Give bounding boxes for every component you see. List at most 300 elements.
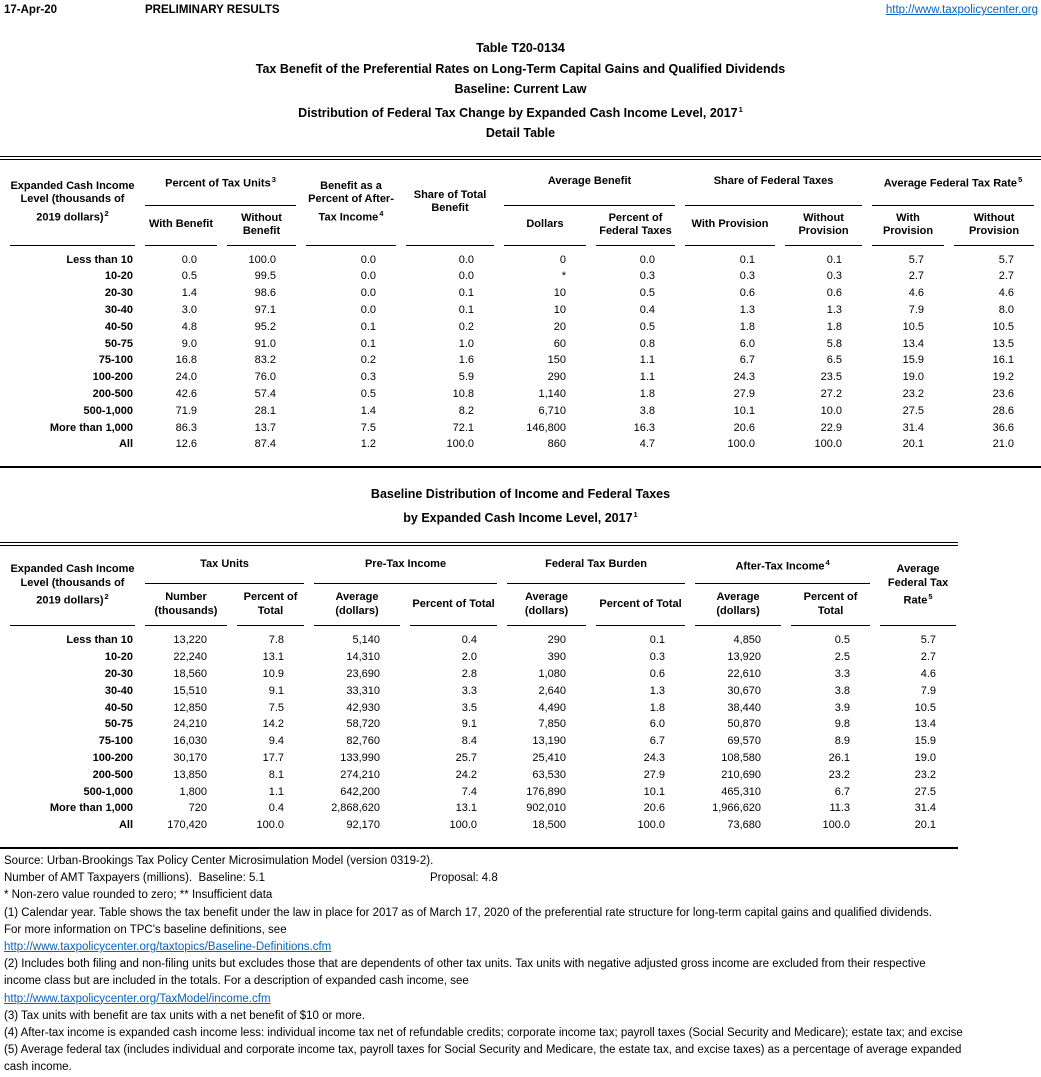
cell: 0.3 <box>826 270 842 283</box>
row-label: All <box>118 819 133 832</box>
footnote-3: (3) Tax units with benefit are tax units with a net benefit of $10 or more. <box>4 1009 365 1022</box>
cell: 4.6 <box>920 667 937 680</box>
col-percent-of-federal-taxes: Percent of Federal Taxes <box>596 206 675 246</box>
cell: 1.0 <box>458 337 474 350</box>
row-label: 200-500 <box>92 388 133 401</box>
table-row <box>10 649 956 666</box>
cell: 0.0 <box>458 253 474 266</box>
cell: 28.1 <box>254 404 276 417</box>
cell: 23.6 <box>992 388 1014 401</box>
cell: 3.3 <box>461 684 478 697</box>
col-percent-of-total-pretax: Percent of Total <box>410 584 497 626</box>
footnote-1: (1) Calendar year. Table shows the tax benefit under the law in place for 2017 as of March 17, 2020 of the preferential rate structure for long-term capital gains and qualified dividends. <box>4 906 932 919</box>
baseline-table-title-block <box>0 484 1041 528</box>
amt-baseline-value: Number of AMT Taxpayers (millions). Baseline: 5.1 <box>4 872 265 885</box>
cell: 73,680 <box>727 819 762 832</box>
cell: 33,310 <box>346 684 381 697</box>
table-row <box>10 700 956 717</box>
cell: 4.6 <box>908 287 924 300</box>
cell: 1.4 <box>360 404 376 417</box>
cell: 25.7 <box>455 751 478 764</box>
cell: 0.0 <box>360 270 376 283</box>
cell: 290 <box>547 634 567 647</box>
cell: 642,200 <box>340 785 381 798</box>
cell: 0.5 <box>639 287 655 300</box>
cell: 860 <box>547 438 566 451</box>
col-average-burden: Average (dollars) <box>507 584 586 626</box>
footnote-ref-5: 5 <box>1018 175 1023 185</box>
cell: 0.0 <box>639 253 655 266</box>
row-label: 75-100 <box>98 354 133 367</box>
cell: 3.9 <box>834 701 851 714</box>
cell: 13.5 <box>992 337 1014 350</box>
cell: 26.1 <box>828 751 851 764</box>
cell: 24.2 <box>455 768 478 781</box>
cell: 7.4 <box>461 785 478 798</box>
tax-change-table <box>0 160 1041 454</box>
cell: 2.5 <box>834 651 851 664</box>
footnote-5b: cash income. <box>4 1061 72 1074</box>
cell: 10.5 <box>902 320 924 333</box>
cell: 8.2 <box>458 404 474 417</box>
footnote-ref-1: 1 <box>738 104 743 114</box>
footnote-ref-2: 2 <box>104 592 109 602</box>
footnote-ref-4: 4 <box>825 557 830 567</box>
cell: 20.1 <box>914 819 937 832</box>
cell: 210,690 <box>721 768 762 781</box>
cell: 69,570 <box>727 735 762 748</box>
cell: 0.6 <box>826 287 842 300</box>
row-label: 30-40 <box>104 304 133 317</box>
table-row <box>10 319 1034 336</box>
cell: 6.5 <box>826 354 842 367</box>
cell: 0.1 <box>458 287 474 300</box>
cell: 92,170 <box>346 819 381 832</box>
cell: 150 <box>547 354 566 367</box>
group-percent-of-tax-units: Percent of Tax Units$^3$ <box>145 160 296 206</box>
cell: 274,210 <box>340 768 381 781</box>
group-tax-units: Tax Units <box>145 546 304 584</box>
row-label: Less than 10 <box>66 253 133 266</box>
cell: 0.1 <box>360 320 376 333</box>
table-number: Table T20-0134 <box>476 41 565 55</box>
table-row <box>10 784 956 801</box>
col-percent-of-total-burden: Percent of Total <box>596 584 685 626</box>
cell: 100.0 <box>727 438 755 451</box>
group-average-benefit: Average Benefit <box>504 160 675 206</box>
income-definition-link[interactable]: http://www.taxpolicycenter.org/TaxModel/income.cfm <box>4 992 271 1005</box>
cell: 18,500 <box>532 819 567 832</box>
cell: 6.0 <box>649 718 666 731</box>
cell: 30,670 <box>727 684 762 697</box>
cell: 10.1 <box>733 404 755 417</box>
cell: 1.8 <box>739 320 755 333</box>
cell: 1,800 <box>179 785 207 798</box>
cell: 4.8 <box>181 320 197 333</box>
cell: 1,080 <box>538 667 567 680</box>
footnote-5: (5) Average federal tax (includes individual and corporate income tax, payroll taxes for Social Security and Medicare, the estate tax, and excise taxes) as a percentage of average expanded <box>4 1044 962 1057</box>
cell: 2,868,620 <box>331 802 381 815</box>
footnote-ref-4: 4 <box>379 208 384 218</box>
cell: 10.5 <box>914 701 937 714</box>
cell: 86.3 <box>175 421 197 434</box>
cell: 0.5 <box>834 634 851 647</box>
cell: 87.4 <box>254 438 276 451</box>
cell: 20.6 <box>643 802 666 815</box>
cell: 6.0 <box>739 337 755 350</box>
cell: 38,440 <box>727 701 762 714</box>
cell: 28.6 <box>992 404 1014 417</box>
cell: 13,220 <box>173 634 207 647</box>
table-row <box>10 268 1034 285</box>
table-row <box>10 352 1034 369</box>
cell: 6.7 <box>834 785 851 798</box>
col-with-benefit: With Benefit <box>145 206 217 246</box>
cell: 20.1 <box>902 438 924 451</box>
cell: 5.8 <box>826 337 842 350</box>
cell: 83.2 <box>254 354 276 367</box>
row-label: 20-30 <box>104 287 133 300</box>
cell: 6.7 <box>739 354 755 367</box>
baseline-table-subtitle: by Expanded Cash Income Level, 2017$^1$ <box>403 509 638 525</box>
cell: 0.1 <box>826 253 842 266</box>
footnote-2: (2) Includes both filing and non-filing units but excludes those that are dependents of other tax units. Tax units with negative adjusted gross income are excluded from their respective <box>4 958 926 971</box>
symbols-note: * Non-zero value rounded to zero; ** Insufficient data <box>4 889 273 902</box>
cell: 4,490 <box>538 701 567 714</box>
cell: 24,210 <box>173 718 207 731</box>
cell: 10.0 <box>820 404 842 417</box>
cell: 0.1 <box>458 304 474 317</box>
cell: 22,610 <box>727 667 762 680</box>
group-after-tax-income: After-Tax Income$^4$ <box>695 546 870 584</box>
cell: 3.0 <box>181 304 197 317</box>
footnote-ref-2: 2 <box>104 208 109 218</box>
table-row <box>10 436 1034 453</box>
table-row <box>10 800 956 817</box>
cell: 13.4 <box>914 718 937 731</box>
cell: 7.8 <box>268 634 285 647</box>
cell: 7.9 <box>908 304 924 317</box>
cell: 42.6 <box>175 388 197 401</box>
cell: 0.6 <box>739 287 755 300</box>
cell: 9.1 <box>461 718 478 731</box>
cell: 100.0 <box>446 438 474 451</box>
cell: 16.3 <box>633 421 655 434</box>
cell: 10 <box>553 287 566 300</box>
row-label: 10-20 <box>104 651 133 664</box>
cell: 100.0 <box>248 253 276 266</box>
table-row <box>10 403 1034 420</box>
cell: 19.0 <box>914 751 937 764</box>
cell: 4.6 <box>998 287 1014 300</box>
stub-header: Expanded Cash Income Level (thousands of 2019 dollars)$^2$ <box>10 546 135 626</box>
footnote-4: (4) After-tax income is expanded cash income less: individual income tax net of refundable credits; corporate income tax; payroll taxes (Social Security and Medicare); estate tax; and excise <box>4 1026 963 1039</box>
cell: 12,850 <box>173 701 207 714</box>
cell: 36.6 <box>992 421 1014 434</box>
cell: 24.3 <box>733 371 755 384</box>
cell: 58,720 <box>346 718 381 731</box>
cell: 100.0 <box>822 819 851 832</box>
cell: 2,640 <box>538 684 567 697</box>
cell: 57.4 <box>254 388 276 401</box>
top-bar <box>0 0 1041 18</box>
cell: 27.5 <box>902 404 924 417</box>
cell: 3.8 <box>639 404 655 417</box>
cell: 1.8 <box>826 320 842 333</box>
cell: 31.4 <box>914 802 937 815</box>
row-label: 30-40 <box>104 684 133 697</box>
cell: 5.9 <box>458 371 474 384</box>
cell: 9.0 <box>181 337 197 350</box>
col-average-pretax: Average (dollars) <box>314 584 400 626</box>
row-label: All <box>118 438 133 451</box>
footnote-ref-5: 5 <box>928 592 933 602</box>
cell: 19.2 <box>992 371 1014 384</box>
cell: 97.1 <box>254 304 276 317</box>
baseline-definitions-link[interactable]: http://www.taxpolicycenter.org/taxtopics/Baseline-Definitions.cfm <box>4 940 332 953</box>
cell: * <box>561 270 566 283</box>
baseline-label: Baseline: Current Law <box>454 82 587 96</box>
cell: 15,510 <box>173 684 207 697</box>
cell: 1.6 <box>458 354 474 367</box>
cell: 1.1 <box>639 354 655 367</box>
col-dollars: Dollars <box>504 206 586 246</box>
cell: 1.3 <box>826 304 842 317</box>
footnote-2b: income class but are included in the totals. For a description of expanded cash income, see <box>4 975 469 988</box>
row-label: More than 1,000 <box>49 421 133 434</box>
cell: 2.7 <box>920 651 937 664</box>
cell: 22.9 <box>820 421 842 434</box>
report-title-block <box>0 38 1041 144</box>
cell: 23,690 <box>346 667 381 680</box>
table-row <box>10 817 956 834</box>
table-row <box>10 420 1034 437</box>
cell: 14.2 <box>262 718 285 731</box>
cell: 1.1 <box>268 785 285 798</box>
cell: 0.5 <box>181 270 197 283</box>
cell: 9.8 <box>834 718 851 731</box>
cell: 4.7 <box>639 438 655 451</box>
cell: 8.1 <box>268 768 285 781</box>
cell: 146,800 <box>526 421 566 434</box>
cell: 902,010 <box>526 802 567 815</box>
cell: 2.8 <box>461 667 478 680</box>
table-row <box>10 767 956 784</box>
footnote-1b: For more information on TPC's baseline definitions, see <box>4 923 287 936</box>
cell: 0.0 <box>360 304 376 317</box>
table-row <box>10 369 1034 386</box>
cell: 13.7 <box>254 421 276 434</box>
taxpolicycenter-link[interactable]: http://www.taxpolicycenter.org <box>885 4 1038 16</box>
cell: 13.4 <box>902 337 924 350</box>
cell: 8.4 <box>461 735 478 748</box>
cell: 1.3 <box>649 684 666 697</box>
group-share-of-total-benefit: Share of Total Benefit <box>406 160 494 246</box>
table-row <box>10 666 956 683</box>
cell: 15.9 <box>914 735 937 748</box>
cell: 100.0 <box>256 819 285 832</box>
cell: 19.0 <box>902 371 924 384</box>
baseline-distribution-table <box>0 546 966 834</box>
tax-change-table-wrapper <box>0 156 1041 469</box>
cell: 15.9 <box>902 354 924 367</box>
row-label: 10-20 <box>104 270 133 283</box>
cell: 720 <box>188 802 207 815</box>
cell: 1.8 <box>639 388 655 401</box>
cell: 108,580 <box>721 751 762 764</box>
cell: 170,420 <box>167 819 207 832</box>
cell: 0.3 <box>649 651 666 664</box>
cell: 22,240 <box>173 651 207 664</box>
amt-proposal-value: Proposal: 4.8 <box>430 872 498 885</box>
cell: 16.8 <box>175 354 197 367</box>
cell: 0.5 <box>639 320 655 333</box>
row-label: 20-30 <box>104 667 133 680</box>
cell: 72.1 <box>452 421 474 434</box>
cell: 13,850 <box>173 768 207 781</box>
report-date: 17-Apr-20 <box>4 4 58 16</box>
cell: 2.7 <box>908 270 924 283</box>
footnotes <box>0 853 1041 1077</box>
row-label: More than 1,000 <box>49 802 133 815</box>
cell: 13.1 <box>262 651 285 664</box>
group-average-federal-tax-rate: Average Federal Tax Rate$^5$ <box>880 546 956 626</box>
group-federal-tax-burden: Federal Tax Burden <box>507 546 685 584</box>
cell: 95.2 <box>254 320 276 333</box>
baseline-definitions-link <box>4 939 1041 956</box>
cell: 13,920 <box>727 651 762 664</box>
table-row <box>10 246 1034 269</box>
cell: 2.0 <box>461 651 478 664</box>
table-row <box>10 626 956 649</box>
cell: 10.8 <box>452 388 474 401</box>
col-without-provision-rate: Without Provision <box>954 206 1034 246</box>
row-label: 40-50 <box>104 320 133 333</box>
cell: 20.6 <box>733 421 755 434</box>
cell: 7.5 <box>360 421 376 434</box>
group-pre-tax-income: Pre-Tax Income <box>314 546 497 584</box>
row-label: 50-75 <box>104 718 133 731</box>
cell: 7.5 <box>268 701 285 714</box>
cell: 3.3 <box>834 667 851 680</box>
cell: 465,310 <box>721 785 762 798</box>
cell: 23.2 <box>902 388 924 401</box>
cell: 27.2 <box>820 388 842 401</box>
cell: 91.0 <box>254 337 276 350</box>
cell: 23.2 <box>914 768 937 781</box>
row-label: 200-500 <box>92 768 133 781</box>
cell: 63,530 <box>532 768 567 781</box>
cell: 9.4 <box>268 735 285 748</box>
cell: 24.3 <box>643 751 666 764</box>
source-line: Source: Urban-Brookings Tax Policy Center Microsimulation Model (version 0319-2). <box>4 854 434 867</box>
row-label: Less than 10 <box>66 634 133 647</box>
cell: 0.1 <box>739 253 755 266</box>
cell: 0.3 <box>639 270 655 283</box>
cell: 16,030 <box>173 735 207 748</box>
cell: 24.0 <box>175 371 197 384</box>
table-row <box>10 750 956 767</box>
row-label: 100-200 <box>92 751 133 764</box>
cell: 17.7 <box>262 751 285 764</box>
col-with-provision-share: With Provision <box>685 206 775 246</box>
col-without-benefit: Without Benefit <box>227 206 296 246</box>
cell: 1.2 <box>360 438 376 451</box>
cell: 0.2 <box>360 354 376 367</box>
cell: 10.1 <box>643 785 666 798</box>
cell: 5.7 <box>908 253 924 266</box>
col-with-provision-rate: With Provision <box>872 206 944 246</box>
cell: 13,190 <box>532 735 567 748</box>
cell: 16.1 <box>992 354 1014 367</box>
cell: 0.0 <box>458 270 474 283</box>
row-label: 50-75 <box>104 337 133 350</box>
table-row <box>10 683 956 700</box>
cell: 27.9 <box>733 388 755 401</box>
table-row <box>10 302 1034 319</box>
row-label: 40-50 <box>104 701 133 714</box>
cell: 12.6 <box>175 438 197 451</box>
cell: 0.5 <box>360 388 376 401</box>
cell: 13.1 <box>455 802 478 815</box>
group-benefit-percent-after-tax-income: Benefit as a Percent of After-Tax Income$^4$ <box>306 160 396 246</box>
table-title: Tax Benefit of the Preferential Rates on Long-Term Capital Gains and Qualified Dividends <box>255 61 786 76</box>
cell: 3.8 <box>834 684 851 697</box>
cell: 18,560 <box>173 667 207 680</box>
col-average-aftertax: Average (dollars) <box>695 584 781 626</box>
cell: 0.0 <box>360 287 376 300</box>
baseline-distribution-table-wrapper <box>0 542 958 849</box>
detail-table-label: Detail Table <box>485 126 556 141</box>
cell: 5.7 <box>998 253 1014 266</box>
distribution-label: Distribution of Federal Tax Change by Expanded Cash Income Level, 2017$^1$ <box>298 104 743 120</box>
col-percent-of-total-aftertax: Percent of Total <box>791 584 870 626</box>
table-row <box>10 386 1034 403</box>
cell: 14,310 <box>346 651 381 664</box>
cell: 82,760 <box>346 735 381 748</box>
col-number-thousands: Number (thousands) <box>145 584 227 626</box>
cell: 71.9 <box>175 404 197 417</box>
cell: 4,850 <box>733 634 762 647</box>
cell: 10.9 <box>262 667 285 680</box>
cell: 0.8 <box>639 337 655 350</box>
table-row <box>10 716 956 733</box>
cell: 1,966,620 <box>712 802 762 815</box>
cell: 23.2 <box>828 768 851 781</box>
cell: 0.4 <box>461 634 478 647</box>
cell: 0.1 <box>360 337 376 350</box>
cell: 23.5 <box>820 371 842 384</box>
amt-line <box>4 870 1041 887</box>
cell: 7.9 <box>920 684 937 697</box>
cell: 290 <box>547 371 566 384</box>
baseline-table-title: Baseline Distribution of Income and Federal Taxes <box>370 487 671 502</box>
cell: 0.4 <box>639 304 655 317</box>
cell: 0 <box>559 253 566 266</box>
cell: 30,170 <box>173 751 207 764</box>
group-share-of-federal-taxes: Share of Federal Taxes <box>685 160 862 206</box>
cell: 31.4 <box>902 421 924 434</box>
cell: 27.5 <box>914 785 937 798</box>
cell: 6.7 <box>649 735 666 748</box>
cell: 7,850 <box>538 718 567 731</box>
cell: 176,890 <box>526 785 567 798</box>
cell: 1,140 <box>538 388 566 401</box>
cell: 0.3 <box>739 270 755 283</box>
cell: 99.5 <box>254 270 276 283</box>
cell: 6,710 <box>538 404 566 417</box>
cell: 1.1 <box>639 371 655 384</box>
